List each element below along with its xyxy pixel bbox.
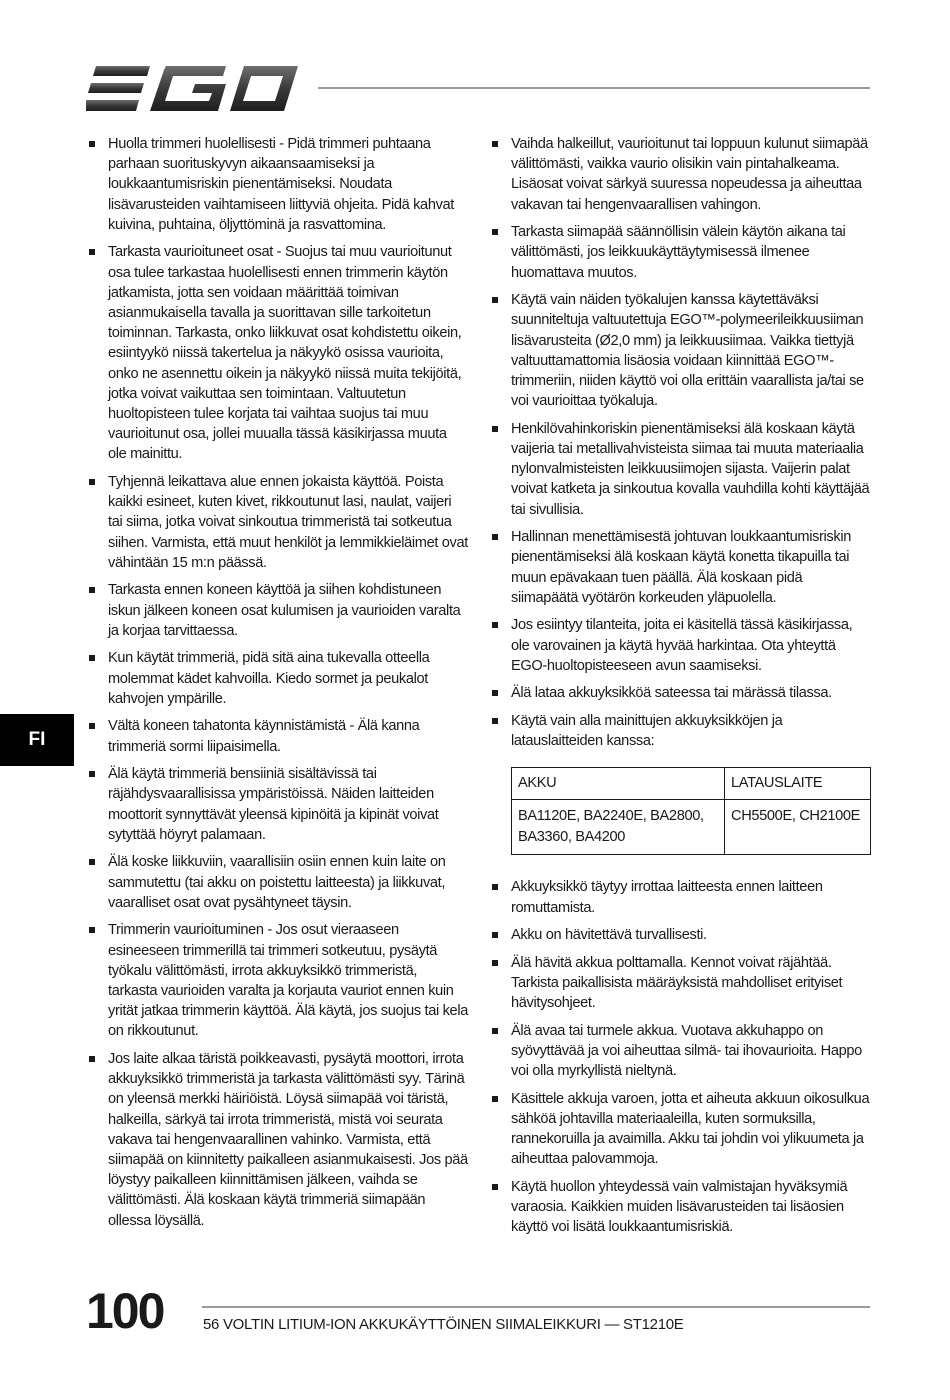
list-item-text: Vältä koneen tahatonta käynnistämistä - Älä kanna trimmeriä sormi liipaisimella. — [108, 718, 420, 755]
list-item-text: Akku on hävitettävä turvallisesti. — [511, 927, 707, 944]
list-item — [491, 615, 873, 676]
list-item — [88, 1049, 468, 1231]
list-item-text: Älä avaa tai turmele akkua. Vuotava akkuhappo on syövyttävää ja voi aiheuttaa silmä- tai ihovaurioita. Happo voi olla myrkyllistä nieltynä. — [511, 1022, 862, 1080]
bullet-square-icon — [492, 426, 498, 432]
list-item — [491, 1177, 873, 1238]
list-item — [88, 242, 468, 464]
list-item-text: Hallinnan menettämisestä johtuvan loukkaantumisriskin pienentämiseksi älä koskaan käytä konetta tikapuilla tai muun epävakaan tuen päällä. Älä koskaan pidä siimapäätä vyötärön korkeuden yläpuolella. — [511, 529, 851, 606]
bullet-square-icon — [492, 534, 498, 540]
list-item — [491, 1021, 873, 1082]
list-item-text: Trimmerin vaurioituminen - Jos osut vieraaseen esineeseen trimmerillä tai trimmeri sotkeutuu, pysäytä työkalu välittömästi, irrota akkuyksikkö trimmeristä, tarkasta vaurioiden varalta ja korjauta vauriot ennen kuin yrität jatkaa trimmerin käyttöä. Älä käytä, jos suojus tai kela on rikkoutunut. — [108, 922, 468, 1040]
list-item — [491, 290, 873, 411]
list-item — [491, 683, 873, 703]
list-item-text: Kun käytät trimmeriä, pidä sitä aina tukevalla otteella molemmat kädet kahvoilla. Kiedo sormet ja peukalot kahvojen ympärille. — [108, 650, 430, 707]
list-item — [491, 222, 873, 283]
battery-charger-table — [511, 767, 871, 855]
bullet-square-icon — [89, 771, 95, 777]
bullet-square-icon — [89, 723, 95, 729]
list-item — [88, 920, 468, 1041]
list-item-text: Älä koske liikkuviin, vaarallisiin osiin ennen kuin laite on sammutettu (tai akku on poistettu laitteesta) ja liikkuvat, vaaralliset osat ovat pysähtyneet täysin. — [108, 854, 446, 911]
bullet-square-icon — [492, 229, 498, 235]
table-header-charger: LATAUSLAITE — [725, 768, 871, 800]
ego-logo — [86, 64, 300, 114]
list-item-text: Älä hävitä akkua polttamalla. Kennot voivat räjähtää. Tarkista paikallisista määräyksistä mahdolliset erityiset hävitysohjeet. — [511, 954, 843, 1012]
list-item — [88, 134, 468, 235]
list-item-text: Käsittele akkuja varoen, jotta et aiheuta akkuun oikosulkua sähköä johtavilla materiaaleilla, kuten sormuksilla, rannekoruilla ja avaimilla. Akku tai johdin voi ylikuumeta ja aiheuttaa palovammoja. — [511, 1090, 870, 1168]
table-header-battery: AKKU — [512, 768, 725, 800]
bullet-square-icon — [492, 718, 498, 724]
right-safety-list — [491, 134, 873, 751]
bullet-square-icon — [492, 297, 498, 303]
list-item — [491, 419, 873, 520]
bullet-square-icon — [492, 141, 498, 147]
list-item — [88, 716, 468, 756]
list-item-text: Älä käytä trimmeriä bensiiniä sisältävissä tai räjähdysvaarallisissa ympäristöissä. Näiden laitteiden moottorit synnyttävät yleensä kipinöitä ja kipinät voivat sytyttää höyryt palamaan. — [108, 766, 439, 843]
bullet-square-icon — [89, 587, 95, 593]
left-column — [88, 134, 468, 1238]
list-item-text: Tarkasta ennen koneen käyttöä ja siihen kohdistuneen iskun jälkeen koneen osat kulumisen ja vaurioiden varalta ja korjaa tarvittaessa. — [108, 582, 461, 639]
list-item — [491, 1089, 873, 1170]
list-item-text: Käytä vain näiden työkalujen kanssa käytettäväksi suunniteltuja valtuutettuja EGO™-polymeerileikkuusiiman lisävarusteita (Ø2,0 mm) ja leikkuusiimaa. Vaikka tiettyjä valtuuttamattomia lisäosia voidaan kiinnittää EGO™-trimmeriin, niiden käyttö voi olla erittäin vaarallista ja/tai se voi vaurioittaa työkaluja. — [511, 292, 864, 410]
bullet-square-icon — [492, 884, 498, 890]
list-item-text: Vaihda halkeillut, vaurioitunut tai loppuun kulunut siimapää välittömästi, vaikka vaurio olisikin vain pintahalkeama. Lisäosat voivat särkyä suuressa nopeudessa ja aiheuttaa vakavan tai hengenvaarallisen vahingon. — [511, 136, 868, 213]
bullet-square-icon — [89, 927, 95, 933]
list-item — [491, 925, 873, 945]
list-item-text: Tarkasta siimapää säännöllisin välein käytön aikana tai välittömästi, jos leikkuukäyttäytymisessä ilmenee huomattava muutos. — [511, 224, 846, 281]
bullet-square-icon — [89, 1056, 95, 1062]
table-cell-batteries: BA1120E, BA2240E, BA2800, BA3360, BA4200 — [512, 800, 725, 855]
bullet-square-icon — [492, 960, 498, 966]
bullet-square-icon — [492, 1184, 498, 1190]
header-rule — [318, 87, 870, 89]
bullet-square-icon — [89, 859, 95, 865]
bullet-square-icon — [492, 690, 498, 696]
list-item-text: Jos esiintyy tilanteita, joita ei käsitellä tässä käsikirjassa, ole varovainen ja käytä hyvää harkintaa. Ota yhteyttä EGO-huoltopisteeseen avun saamiseksi. — [511, 617, 853, 674]
table-row — [512, 800, 871, 855]
table-cell-chargers: CH5500E, CH2100E — [725, 800, 871, 855]
list-item — [88, 852, 468, 913]
list-item — [491, 877, 873, 917]
footer-rule — [202, 1306, 870, 1308]
right-column — [491, 134, 873, 1245]
bullet-square-icon — [492, 622, 498, 628]
page-number: 100 — [86, 1283, 164, 1339]
bullet-square-icon — [492, 1028, 498, 1034]
bullet-square-icon — [89, 479, 95, 485]
list-item — [88, 580, 468, 641]
list-item — [491, 953, 873, 1014]
list-item — [88, 648, 468, 709]
list-item — [491, 134, 873, 215]
footer-title: 56 VOLTIN LITIUM-ION AKKUKÄYTTÖINEN SIIMALEIKKURI — ST1210E — [203, 1316, 684, 1333]
list-item — [88, 472, 468, 573]
list-item — [491, 711, 873, 751]
bullet-square-icon — [89, 141, 95, 147]
list-item-text: Akkuyksikkö täytyy irrottaa laitteesta ennen laitteen romuttamista. — [511, 879, 823, 916]
list-item-text: Jos laite alkaa täristä poikkeavasti, pysäytä moottori, irrota akkuyksikkö trimmeristä ja tarkasta välittömästi syy. Tärinä on yleensä merkki häiriöistä. Löysä siimapää voi täristä, halkeilla, särkyä tai irrota trimmeristä, mistä voi seurata vakava tai hengenvaarallinen vahinko. Varmista, että siimapää on kiinnitetty paikalleen asianmukaisesti. Jos pää löystyy paikalleen kiinnittämisen jälkeen, vaihda se välittömästi. Älä koskaan käytä trimmeriä siimapään ollessa löysällä. — [108, 1051, 468, 1229]
list-item — [491, 527, 873, 608]
left-safety-list — [88, 134, 468, 1231]
list-item — [88, 764, 468, 845]
list-item-text: Älä lataa akkuyksikköä sateessa tai märässä tilassa. — [511, 685, 832, 702]
language-tab: FI — [0, 714, 74, 766]
table-header-row — [512, 768, 871, 800]
bullet-square-icon — [89, 655, 95, 661]
bullet-square-icon — [492, 932, 498, 938]
list-item-text: Henkilövahinkoriskin pienentämiseksi älä koskaan käytä vaijeria tai metallivahvisteista siimaa tai muuta materiaalia nylonvalmisteisten leikkuusiimojen sijasta. Vaijerin palat voivat katketa ja sinkoutua kovalla vauhdilla kohti käyttäjää tai sivullisia. — [511, 420, 870, 518]
list-item-text: Tarkasta vaurioituneet osat - Suojus tai muu vaurioitunut osa tulee tarkastaa huolellisesti ennen trimmerin käytön jatkamista, jotta sen voidaan määrittää toimivan asianmukaisella tavalla ja suorittavan sille tarkoitetun toiminnan. Tarkasta, onko liikkuvat osat kohdistettu oikein, esiintyykö niissä takertelua ja näkyykö osissa vaurioita, onko ne asennettu oikein ja näkyykö niissä muita tekijöitä, jotka voivat vaikuttaa sen toimintaan. Valtuutetun huoltopisteen tulee korjata tai vaihtaa suojus tai muu vaurioitunut osa, jollei muualla tässä käsikirjassa muuta ole mainittu. — [108, 244, 462, 463]
list-item-text: Käytä vain alla mainittujen akkuyksikköjen ja latauslaitteiden kanssa: — [511, 713, 783, 750]
bullet-square-icon — [492, 1096, 498, 1102]
bullet-square-icon — [89, 249, 95, 255]
list-item-text: Huolla trimmeri huolellisesti - Pidä trimmeri puhtaana parhaan suorituskyvyn aikaansaamiseksi ja loukkaantumisriskin pienentämiseksi. Noudata lisävarusteiden vaihtamiseen liittyviä ohjeita. Pidä kahvat kuivina, puhtaina, öljyttöminä ja rasvattomina. — [108, 136, 455, 233]
list-item-text: Käytä huollon yhteydessä vain valmistajan hyväksymiä varaosia. Kaikkien muiden lisävarusteiden tai lisäosien käyttö voi lisätä loukkaantumisriskiä. — [511, 1179, 848, 1236]
list-item-text: Tyhjennä leikattava alue ennen jokaista käyttöä. Poista kaikki esineet, kuten kivet, rikkoutunut lasi, naulat, vaijeri tai siima, jotka voivat sinkoutua trimmeristä tai sotkeutua siihen. Varmista, että muut henkilöt ja lemmikkieläimet ovat vähintään 15 m:n päässä. — [108, 474, 468, 571]
right-battery-list — [491, 877, 873, 1237]
